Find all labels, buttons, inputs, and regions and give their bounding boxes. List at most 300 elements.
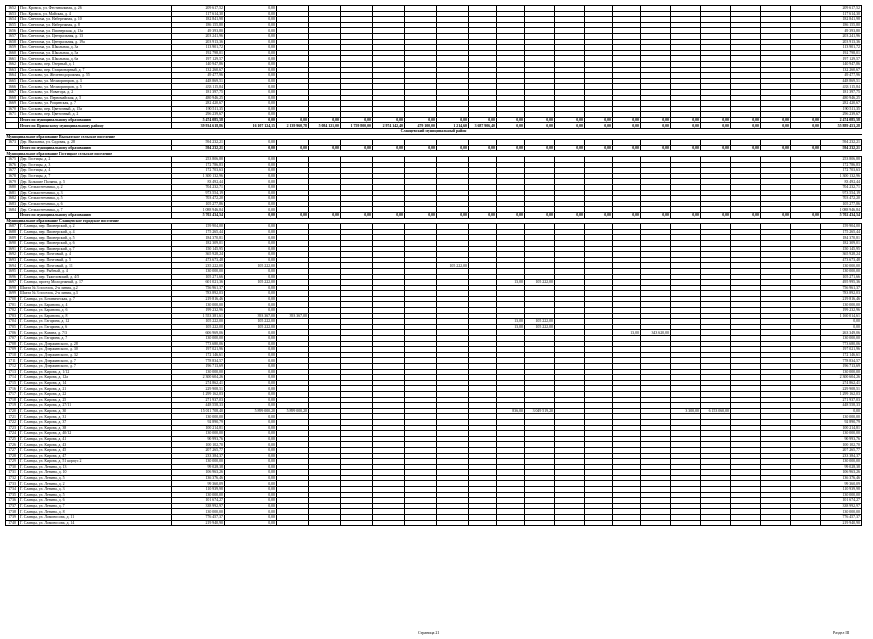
row-number: 1723 [6, 425, 19, 431]
value-cell: 338 992,97 [172, 503, 225, 509]
value-cell: 172 146,61 [821, 352, 862, 358]
value-cell: 776 457,37 [172, 515, 225, 521]
address-cell: Г. Сланцы, проезд Молодежный, д. 17 [19, 280, 172, 286]
row-number: 1719 [6, 403, 19, 409]
value-cell: 0,00 [225, 520, 277, 526]
value-cell: 196 713,69 [172, 364, 225, 370]
value-cell: 219 816,46 [172, 296, 225, 302]
value-cell: 130 000,00 [821, 431, 862, 437]
value-cell: 172 703,63 [172, 168, 225, 174]
address-cell: Г. Сланцы, ул. Кирова, д. 22 [19, 391, 172, 397]
value-cell: 0,00 [225, 481, 277, 487]
row-number: 1675 [6, 157, 19, 163]
value-cell: 13,00 [497, 280, 525, 286]
value-cell: 13,00 [613, 330, 641, 336]
value-cell: 0,00 [225, 207, 277, 213]
value-cell: 778 834,57 [172, 358, 225, 364]
value-cell: 110 939,98 [821, 487, 862, 493]
address-cell: Пос. Светлома, ул. Набережная, д. 10 [19, 17, 172, 23]
value-cell: 0,00 [225, 274, 277, 280]
address-cell: Пос. Светлома, ул. Школьная, д. 3а [19, 45, 172, 51]
value-cell: 0,00 [555, 145, 585, 151]
value-cell: 2 139 960,78 [277, 123, 309, 129]
value-cell: 110 939,98 [172, 487, 225, 493]
row-number: 1671 [6, 112, 19, 118]
value-cell: 0,00 [701, 212, 731, 218]
value-cell: 0,00 [225, 442, 277, 448]
value-cell: 0,00 [225, 268, 277, 274]
row-number: 1727 [6, 447, 19, 453]
value-cell [341, 520, 373, 526]
value-cell: 0,00 [555, 212, 585, 218]
value-cell: 480 946,25 [821, 95, 862, 101]
value-cell: 0,00 [225, 403, 277, 409]
address-cell: Пос. Светлома, ул. Школьная, д. 5а [19, 50, 172, 56]
value-cell [791, 520, 821, 526]
row-number: 1697 [6, 280, 19, 286]
row-number: 1668 [6, 95, 19, 101]
value-cell: 197 129,57 [172, 56, 225, 62]
value-cell: 130 000,00 [172, 302, 225, 308]
value-cell: 105 222,00 [225, 324, 277, 330]
value-cell: 0,00 [731, 123, 761, 129]
value-cell: 0,00 [225, 375, 277, 381]
value-cell: 0,00 [225, 22, 277, 28]
value-cell: 49 393,80 [172, 28, 225, 34]
row-number: 1735 [6, 492, 19, 498]
value-cell: 0,00 [405, 117, 437, 123]
value-cell: 83 492,44 [172, 179, 225, 185]
value-cell: 0,00 [701, 123, 731, 129]
value-cell: 0,00 [225, 453, 277, 459]
value-cell: 0,00 [469, 145, 497, 151]
value-cell: 0,00 [225, 168, 277, 174]
row-number: 1718 [6, 397, 19, 403]
address-cell: Г. Сланцы, ул. Кирова, д. 31 [19, 414, 172, 420]
value-cell: 0,00 [225, 302, 277, 308]
value-cell: 181 397,75 [172, 89, 225, 95]
address-cell: Г. Сланцы, ул. Кирова, д. 21 [19, 386, 172, 392]
address-cell: Г. Сланцы, пер. Пионерский, д. 2 [19, 224, 172, 230]
row-number: 1657 [6, 33, 19, 39]
munic-heading: Сланцевский муниципальный район [6, 129, 862, 135]
address-cell: Г. Сланцы, ул. Кирова, д. 43 [19, 442, 172, 448]
value-cell: 0,00 [225, 45, 277, 51]
row-number: 1678 [6, 173, 19, 179]
value-cell: 0,00 [613, 212, 641, 218]
value-cell: 3 687 906,40 [469, 123, 497, 129]
value-cell: 99 360,09 [821, 481, 862, 487]
value-cell: 0,00 [469, 212, 497, 218]
value-cell: 0,00 [497, 212, 525, 218]
value-cell: 117 614,30 [172, 11, 225, 17]
address-cell: Г. Сланцы, ул. Кирова, д. 14 [19, 380, 172, 386]
row-number: 1658 [6, 39, 19, 45]
value-cell: 199 232,96 [821, 308, 862, 314]
value-cell: 0,00 [613, 117, 641, 123]
address-cell: Пос. Кромск, ул. Фестивальная, д. 26 [19, 6, 172, 12]
value-cell: 113 901,72 [821, 45, 862, 51]
value-cell [497, 520, 525, 526]
value-cell: 594 232,21 [172, 140, 225, 146]
value-cell: 0,00 [225, 285, 277, 291]
value-cell: 3 049 519,20 [525, 408, 555, 414]
value-cell: 0,00 [225, 117, 277, 123]
row-number: 1661 [6, 56, 19, 62]
address-cell: Дер. Выскатка, ул. Садовая, д. 28 [19, 140, 172, 146]
value-cell: 0,00 [225, 67, 277, 73]
address-cell: Пос. Сосково, пер. Цветочный, д. 2 [19, 112, 172, 118]
value-cell: 203 913,36 [821, 39, 862, 45]
value-cell: 105 277,86 [172, 201, 225, 207]
value-cell: 186 155,80 [172, 22, 225, 28]
value-cell: 105 222,00 [525, 280, 555, 286]
address-cell: Г. Сланцы, ул. Ленина, д. 6 [19, 498, 172, 504]
row-number: 1677 [6, 168, 19, 174]
address-cell: Пос. Кромск, ул. Майская, д. 4 [19, 11, 172, 17]
value-cell: 219 940,90 [821, 520, 862, 526]
row-number: 1691 [6, 246, 19, 252]
value-cell: 0,00 [225, 17, 277, 23]
value-cell: 6 153 060,00 [701, 408, 731, 414]
value-cell: 5 702 434,54 [821, 212, 862, 218]
row-number: 1733 [6, 481, 19, 487]
value-cell: 105 222,00 [525, 319, 555, 325]
value-cell: 130 000,00 [172, 369, 225, 375]
value-cell: 182 841,98 [172, 17, 225, 23]
value-cell: 0,00 [497, 117, 525, 123]
value-cell: 101 674,27 [172, 498, 225, 504]
value-cell: 0,00 [225, 330, 277, 336]
address-cell: Г. Сланцы, пер. Пионерский, д. 7 [19, 246, 172, 252]
value-cell: 192 798,01 [821, 50, 862, 56]
address-cell: Дер. Сельхозтехника, д. 5 [19, 196, 172, 202]
value-cell: 480 946,25 [172, 95, 225, 101]
value-cell: 39 934 618,86 [172, 123, 225, 129]
value-cell: 282 420,67 [172, 101, 225, 107]
address-cell: Дер. Гостицы, д. 4 [19, 168, 172, 174]
address-cell: Г. Сланцы, ул. Дзержинского, д. 7 [19, 364, 172, 370]
address-cell: Пос. Сосково, ул. Мелиораторов, д. 5 [19, 84, 172, 90]
address-cell: Итого по муниципальному образованию [19, 145, 172, 151]
value-cell: 0,00 [701, 145, 731, 151]
address-cell: Г. Сланцы, ул. Кирова, д. 47 [19, 453, 172, 459]
value-cell [469, 520, 497, 526]
row-number: 1729 [6, 459, 19, 465]
row-number: 1696 [6, 274, 19, 280]
value-cell: 365 928,24 [172, 252, 225, 258]
row-number: 1722 [6, 419, 19, 425]
row-number: 1716 [6, 386, 19, 392]
address-cell: Г. Сланцы, пер. Тяжеловский, д. 4/5 [19, 274, 172, 280]
value-cell: 0,00 [671, 123, 701, 129]
value-cell: 473 673,48 [821, 257, 862, 263]
address-cell: Дер. Большие Поляны, д. 5 [19, 179, 172, 185]
value-cell: 0,00 [671, 117, 701, 123]
value-cell: 184 370,81 [821, 235, 862, 241]
value-cell: 5 474 085,58 [172, 117, 225, 123]
value-cell: 0,00 [761, 145, 791, 151]
value-cell: 0,00 [405, 145, 437, 151]
value-cell: 0,00 [225, 73, 277, 79]
address-cell: Г. Сланцы, ул. Ленина, д. 3 [19, 487, 172, 493]
value-cell: 130 000,00 [172, 509, 225, 515]
address-cell: Итого по муниципальному образованию [19, 212, 172, 218]
address-cell: Г. Сланцы, ул. Гагарина, д. 6 [19, 324, 172, 330]
value-cell: 0,00 [277, 212, 309, 218]
value-cell: 271 937,03 [821, 397, 862, 403]
value-cell: 55 889 453,28 [821, 123, 862, 129]
page-number: Страница 21 [418, 630, 440, 635]
value-cell: 1 214,60 [437, 123, 469, 129]
value-cell: 90 993,76 [172, 436, 225, 442]
value-cell: 203 913,36 [172, 39, 225, 45]
value-cell: 783 892,03 [172, 291, 225, 297]
address-cell: Г. Сланцы, ул. Кирова, д. 45 [19, 447, 172, 453]
row-number: 1667 [6, 89, 19, 95]
value-cell: 0,00 [225, 235, 277, 241]
value-cell: 0,00 [437, 145, 469, 151]
value-cell: 49 477,96 [172, 73, 225, 79]
value-cell: 196 713,69 [821, 364, 862, 370]
value-cell: 0,00 [701, 117, 731, 123]
value-cell: 271 937,03 [172, 397, 225, 403]
value-cell: 105 222,00 [172, 319, 225, 325]
value-cell: 0,00 [641, 212, 671, 218]
value-cell: 0,00 [225, 459, 277, 465]
value-cell: 0,00 [225, 498, 277, 504]
row-number: 1731 [6, 470, 19, 476]
value-cell [641, 520, 671, 526]
value-cell: 113 901,72 [172, 45, 225, 51]
value-cell: 0,00 [225, 380, 277, 386]
value-cell: 105 222,00 [172, 324, 225, 330]
value-cell: 0,00 [225, 224, 277, 230]
value-cell: 105 222,00 [437, 263, 469, 269]
value-cell: 0,00 [821, 319, 862, 325]
section-heading: Муниципальное образование Гостицкое сельское поселение [6, 151, 862, 157]
address-cell: Пос. Светлома, ул. Набережная, д. 8 [19, 22, 172, 28]
value-cell: 338 992,97 [821, 503, 862, 509]
row-number: 1659 [6, 45, 19, 51]
value-cell: 130 000,00 [821, 268, 862, 274]
value-cell: 2 474 085,58 [821, 117, 862, 123]
value-cell: 393 367,00 [277, 313, 309, 319]
row-number: 1653 [6, 11, 19, 17]
value-cell: 0,00 [525, 212, 555, 218]
value-cell: 0,00 [555, 123, 585, 129]
value-cell: 197 129,57 [821, 56, 862, 62]
value-cell: 0,00 [225, 503, 277, 509]
value-cell: 393 367,00 [225, 313, 277, 319]
address-cell: Пос. Сосково, ул. Первомайская, д. 5 [19, 95, 172, 101]
value-cell: 99 360,09 [172, 481, 225, 487]
value-cell: 13,00 [497, 319, 525, 325]
value-cell: 0,00 [225, 386, 277, 392]
value-cell: 0,00 [225, 145, 277, 151]
value-cell: 0,00 [225, 6, 277, 12]
value-cell: 704 232,71 [172, 185, 225, 191]
value-cell: 105 222,00 [225, 280, 277, 286]
value-cell: 0,00 [225, 257, 277, 263]
value-cell: 433 115,84 [172, 84, 225, 90]
value-cell: 16 107 124,15 [225, 123, 277, 129]
value-cell: 105 277,86 [821, 201, 862, 207]
row-number: 1717 [6, 391, 19, 397]
row-number: 1692 [6, 252, 19, 258]
value-cell: 0,00 [225, 391, 277, 397]
value-cell: 1 160 014,61 [821, 313, 862, 319]
value-cell: 1 553 381,61 [172, 313, 225, 319]
row-number: 1726 [6, 442, 19, 448]
value-cell: 0,00 [225, 39, 277, 45]
row-number: 1652 [6, 6, 19, 12]
address-cell: Дер. Гостицы, д. 7 [19, 173, 172, 179]
value-cell: 0,00 [225, 308, 277, 314]
value-cell: 140 947,86 [821, 61, 862, 67]
row-number: 1654 [6, 17, 19, 23]
value-cell: 130 000,00 [821, 302, 862, 308]
address-cell: Пос. Сосково, пер. Стационарный, д. 7 [19, 67, 172, 73]
row-number: 1694 [6, 263, 19, 269]
value-cell [405, 520, 437, 526]
address-cell: Г. Сланцы, ул. Кирова, д. 37 [19, 419, 172, 425]
row-number: 1683 [6, 201, 19, 207]
value-cell: 0,00 [821, 408, 862, 414]
value-cell: 100 102,70 [172, 442, 225, 448]
address-cell: Г. Сланцы, ул. Кирова, д. 40/12 [19, 431, 172, 437]
value-cell: 150 145,95 [172, 246, 225, 252]
value-cell: 973 554,19 [821, 190, 862, 196]
address-cell: Г. Сланцы, пер. Почтовый, д. 4 [19, 252, 172, 258]
row-number: 1665 [6, 78, 19, 84]
value-cell: 0,00 [585, 212, 613, 218]
value-cell: 0,00 [225, 252, 277, 258]
address-cell: Пос. Сосково, ул. Мелиораторов, д. 3 [19, 78, 172, 84]
value-cell: 197 021,96 [172, 347, 225, 353]
value-cell: 0,00 [225, 492, 277, 498]
row-number: 1676 [6, 162, 19, 168]
value-cell: 773 680,06 [172, 341, 225, 347]
address-cell: Г. Сланцы, ул. Ленина, д. 8 [19, 509, 172, 515]
value-cell: 136 376,46 [172, 475, 225, 481]
value-cell: 92 890,79 [821, 419, 862, 425]
value-cell: 92 890,79 [172, 419, 225, 425]
value-cell: 0,00 [225, 515, 277, 521]
value-cell: 2 300 604,26 [821, 375, 862, 381]
value-cell: 836,00 [497, 408, 525, 414]
value-cell: 175 265,44 [821, 229, 862, 235]
value-cell: 601 021,36 [172, 280, 225, 286]
address-cell: Г. Сланцы, ул. Кирова, д. 38 [19, 425, 172, 431]
row-number: 1737 [6, 503, 19, 509]
value-cell: 140 947,86 [172, 61, 225, 67]
value-cell: 5 899 000,20 [277, 408, 309, 414]
value-cell: 130 000,00 [172, 459, 225, 465]
row-number: 1699 [6, 291, 19, 297]
value-cell: 365 928,24 [821, 252, 862, 258]
value-cell: 1 300 132,96 [821, 173, 862, 179]
value-cell [373, 520, 405, 526]
row-number: 1736 [6, 498, 19, 504]
value-cell: 0,00 [469, 117, 497, 123]
row-number: 1708 [6, 341, 19, 347]
value-cell: 0,00 [225, 50, 277, 56]
row-number: 1720 [6, 408, 19, 414]
row-number: 1680 [6, 185, 19, 191]
value-cell: 130 000,00 [172, 431, 225, 437]
value-cell: 0,00 [225, 101, 277, 107]
value-cell: 0,00 [585, 117, 613, 123]
address-cell: Г. Сланцы, ул. Кирова, д. 25 [19, 397, 172, 403]
value-cell: 83 492,44 [821, 179, 862, 185]
table-row [6, 520, 862, 526]
value-cell: 130 000,00 [821, 492, 862, 498]
value-cell: 495 995,36 [821, 280, 862, 286]
table-body [6, 6, 862, 526]
value-cell: 0,00 [341, 212, 373, 218]
value-cell: 130 000,00 [172, 336, 225, 342]
value-cell: 203 241,96 [172, 33, 225, 39]
value-cell: 756 961,37 [821, 285, 862, 291]
value-cell: 0,00 [277, 117, 309, 123]
value-cell: 0,00 [225, 352, 277, 358]
address-cell: Г. Сланцы, ул. Дзержинского, д. 7 [19, 358, 172, 364]
address-cell: Г. Сланцы, ул. Казина, д. 7/3 [19, 330, 172, 336]
value-cell: 106 963,26 [821, 470, 862, 476]
value-cell: 172 786,83 [172, 162, 225, 168]
value-cell: 0,00 [225, 95, 277, 101]
value-cell: 130 000,00 [172, 492, 225, 498]
row-number: 1693 [6, 257, 19, 263]
value-cell: 150 145,95 [821, 246, 862, 252]
value-cell: 0,00 [225, 419, 277, 425]
value-cell: 253 806,88 [821, 157, 862, 163]
value-cell: 783 892,03 [821, 291, 862, 297]
row-number: 1681 [6, 190, 19, 196]
value-cell: 219 940,90 [172, 520, 225, 526]
value-cell [613, 520, 641, 526]
value-cell: 0,00 [791, 123, 821, 129]
address-cell: Г. Сланцы, ул. Кирова, д. 30 [19, 408, 172, 414]
address-cell: Г. Сланцы, ул. Кирова, д. 1/12 [19, 369, 172, 375]
value-cell: 973 554,19 [172, 190, 225, 196]
value-cell: 0,00 [225, 201, 277, 207]
address-cell: Пос. Сосково, ул. Железнодорожная, д. 55 [19, 73, 172, 79]
address-cell: Г. Сланцы, ул. Ломоносова, д. 11 [19, 515, 172, 521]
row-number: 1701 [6, 302, 19, 308]
value-cell: 0,00 [761, 212, 791, 218]
value-cell: 773 680,06 [821, 341, 862, 347]
value-cell: 0,00 [225, 190, 277, 196]
row-number: 1724 [6, 431, 19, 437]
row-number: 1709 [6, 347, 19, 353]
value-cell: 0,00 [731, 212, 761, 218]
row-number: 1664 [6, 73, 19, 79]
value-cell [437, 520, 469, 526]
value-cell: 105 271,66 [172, 274, 225, 280]
value-cell: 594 232,21 [821, 145, 862, 151]
value-cell: 0,00 [585, 145, 613, 151]
row-number: 1739 [6, 515, 19, 521]
value-cell: 130 000,00 [821, 369, 862, 375]
value-cell: 703 472,20 [821, 196, 862, 202]
value-cell: 1 300 132,96 [172, 173, 225, 179]
row-number: 1725 [6, 436, 19, 442]
value-cell: 0,00 [821, 324, 862, 330]
value-cell: 296 239,67 [821, 112, 862, 118]
value-cell: 0,00 [373, 212, 405, 218]
